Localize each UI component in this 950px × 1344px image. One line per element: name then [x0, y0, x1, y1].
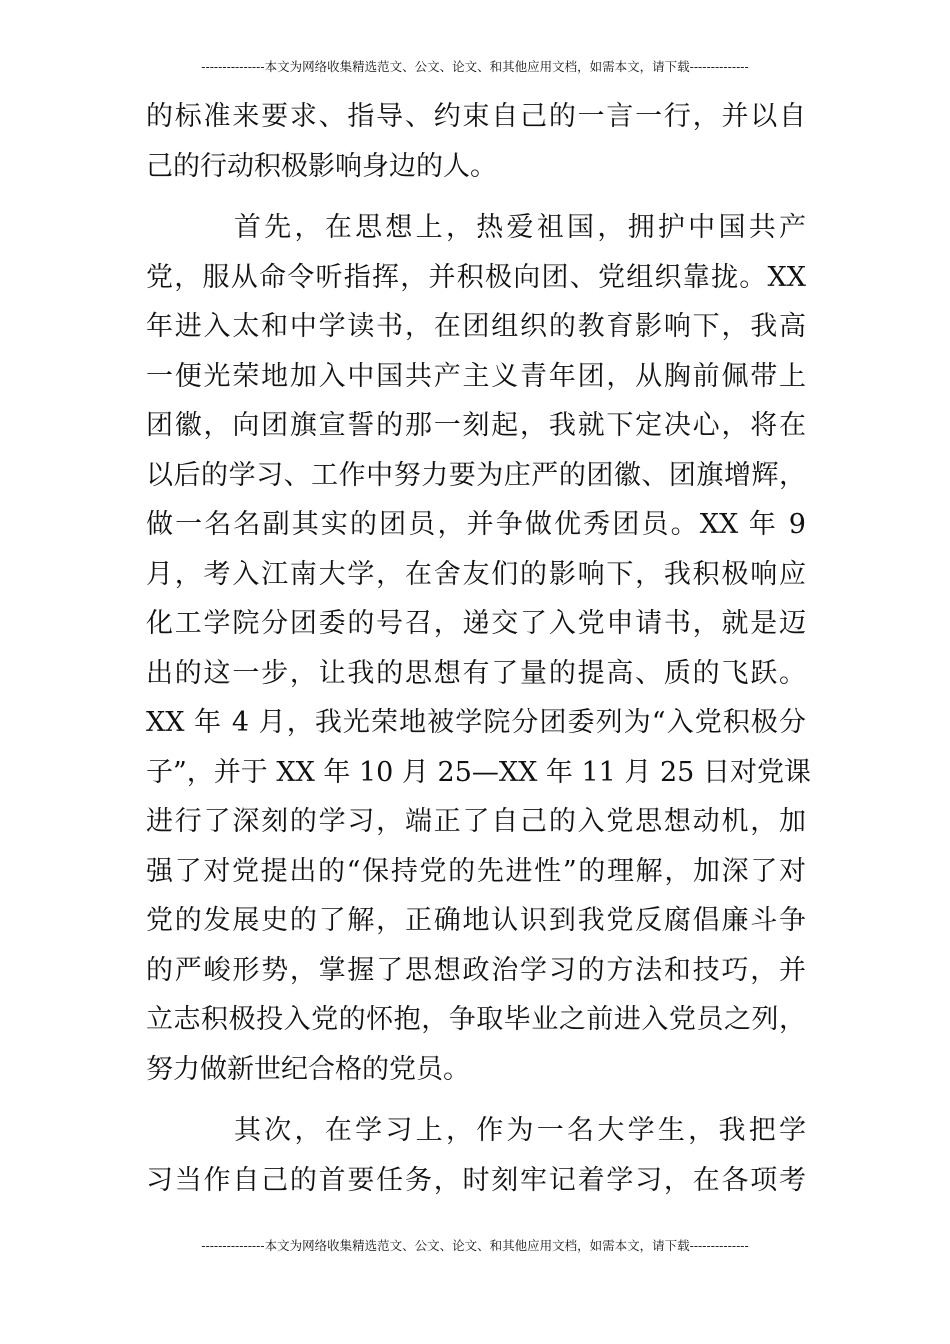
text-line: 己的行动积极影响身边的人。: [146, 150, 497, 182]
text-line: 出的这一步，让我的思想有了量的提高、质的飞跃。: [146, 657, 806, 689]
footer-banner: ---------------本文为网络收集精选范文、公文、论文、和其他应用文档，如需本文，请下载--------------: [201, 1238, 749, 1253]
paragraph: [146, 1106, 806, 1205]
text-line: 一便光荣地加入中国共产主义青年团，从胸前佩带上: [146, 360, 806, 392]
paragraph: [146, 203, 811, 1094]
text-line: 以后的学习、工作中努力要为庄严的团徽、团旗增辉，: [146, 459, 806, 491]
text-line: 努力做新世纪合格的党员。: [146, 1053, 470, 1085]
text-line: 团徽，向团旗宣誓的那一刻起，我就下定决心，将在: [146, 410, 806, 441]
text-line: 党的发展史的了解，正确地认识到我党反腐倡廉斗争: [146, 905, 806, 936]
text-line: XX 年 4 月，我光荣地被学院分团委列为“入党积极分: [146, 707, 806, 738]
text-line: 进行了深刻的学习，端正了自己的入党思想动机，加: [146, 806, 806, 837]
header-banner: ---------------本文为网络收集精选范文、公文、论文、和其他应用文档，如需本文，请下载--------------: [201, 59, 749, 74]
document-body: [146, 92, 811, 1205]
text-line: 的严峻形势，掌握了思想政治学习的方法和技巧，并: [146, 954, 806, 986]
text-line: 年进入太和中学读书，在团组织的教育影响下，我高: [146, 311, 806, 342]
text-line: 做一名名副其实的团员，并争做优秀团员。XX 年 9: [146, 509, 806, 540]
paragraph: [146, 92, 806, 191]
text-line: 党，服从命令听指挥，并积极向团、党组织靠拢。XX: [146, 261, 806, 293]
text-line: 月，考入江南大学，在舍友们的影响下，我积极响应: [146, 558, 806, 590]
text-line: 化工学院分团委的号召，递交了入党申请书，就是迈: [146, 608, 806, 639]
text-line: 子”，并于 XX 年 10 月 25—XX 年 11 月 25 日对党课: [146, 756, 811, 788]
text-line: 立志积极投入党的怀抱，争取毕业之前进入党员之列，: [146, 1004, 806, 1035]
text-line: 首先，在思想上，热爱祖国，拥护中国共产: [234, 212, 806, 243]
text-line: 的标准来要求、指导、约束自己的一言一行，并以自: [146, 101, 806, 132]
text-line: 强了对党提出的“保持党的先进性”的理解，加深了对: [146, 855, 806, 887]
text-line: 其次，在学习上，作为一名大学生，我把学: [234, 1115, 806, 1146]
text-line: 习当作自己的首要任务，时刻牢记着学习，在各项考: [146, 1164, 806, 1196]
